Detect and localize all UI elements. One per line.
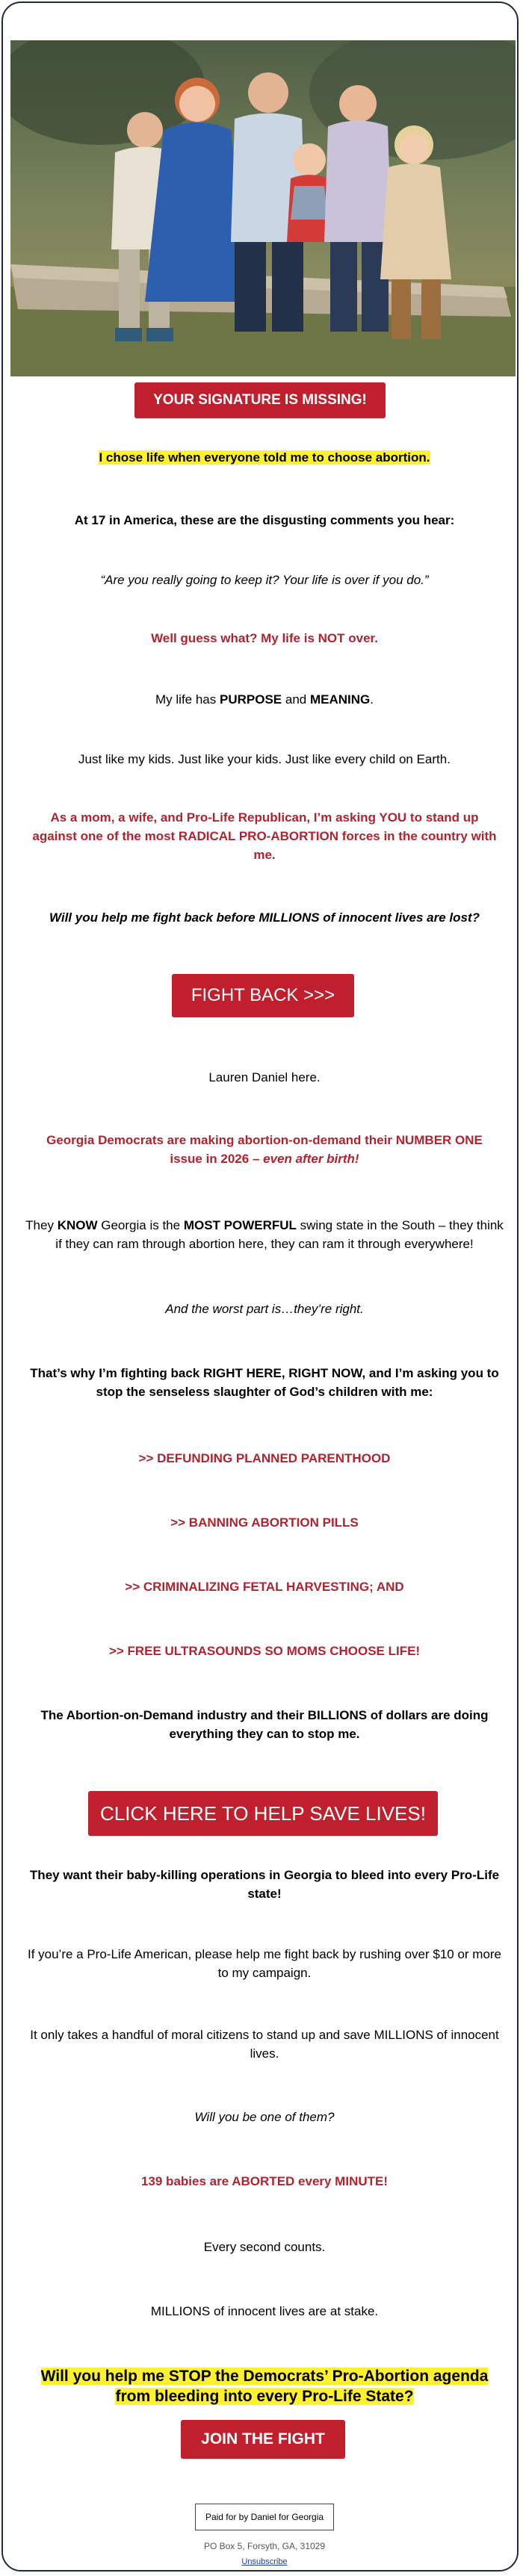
rushing-text: If you’re a Pro-Life American, please help me fight back by rushing over $10 or more to my campaign. <box>27 1947 502 1980</box>
family-photo-icon <box>10 40 516 376</box>
know-a: They <box>25 1218 58 1232</box>
purpose-pre: My life has <box>155 692 220 707</box>
signature-missing-button[interactable]: YOUR SIGNATURE IS MISSING! <box>134 382 386 418</box>
lauren-text: Lauren Daniel here. <box>208 1070 321 1084</box>
join-fight-button[interactable]: JOIN THE FIGHT <box>181 2420 345 2459</box>
just-like-text: Just like my kids. Just like your kids. Just like every child on Earth. <box>78 752 451 766</box>
purpose-word: PURPOSE <box>220 692 282 707</box>
paid-for-disclaimer: Paid for by Daniel for Georgia <box>195 2504 334 2530</box>
babies-text: 139 babies are ABORTED every MINUTE! <box>140 2174 389 2188</box>
quote-text: “Are you really going to keep it? Your life is over if you do.” <box>100 573 429 587</box>
ask-text: As a mom, a wife, and Pro-Life Republican, I’m asking YOU to stand up against one of the most RADICAL PRO-ABORTION forces in the country with me. <box>32 810 497 862</box>
will-you-help-text: Will you help me fight back before MILLIONS of innocent lives are lost? <box>49 910 480 925</box>
industry-text: The Abortion-on-Demand industry and their BILLIONS of dollars are doing everything they can to stop me. <box>40 1708 489 1741</box>
democrats-italic: even after birth! <box>263 1152 359 1166</box>
bullet-2: >> BANNING ABORTION PILLS <box>170 1515 359 1530</box>
mailing-address: PO Box 5, Forsyth, GA, 31029 <box>203 2541 326 2551</box>
email-frame <box>1 1 519 2572</box>
one-of-them-text: Will you be one of them? <box>194 2110 335 2124</box>
know-d: MOST POWERFUL <box>183 1218 297 1232</box>
baby-killing-text: They want their baby-killing operations in Georgia to bleed into every Pro-Life state! <box>29 1868 500 1901</box>
democrats-main: Georgia Democrats are making abortion-on-demand their NUMBER ONE issue in 2026 – <box>46 1133 483 1166</box>
comments-heading: At 17 in America, these are the disgusting comments you hear: <box>74 513 455 527</box>
bullet-1: >> DEFUNDING PLANNED PARENTHOOD <box>138 1451 391 1465</box>
democrats-text <box>40 1131 489 1168</box>
final-ask-text: Will you help me STOP the Democrats’ Pro-Abortion agenda from bleeding into every Pro-Life State? <box>40 2368 489 2405</box>
purpose-line <box>25 690 504 709</box>
purpose-and: and <box>282 692 310 707</box>
know-c: Georgia is the <box>97 1218 184 1232</box>
family-photo <box>10 40 516 376</box>
bullet-4: >> FREE ULTRASOUNDS SO MOMS CHOOSE LIFE! <box>108 1644 421 1658</box>
final-ask <box>22 2366 507 2406</box>
know-text <box>25 1216 504 1253</box>
unsubscribe-link[interactable]: Unsubscribe <box>241 2557 288 2566</box>
millions-stake-text: MILLIONS of innocent lives are at stake. <box>150 2304 379 2318</box>
meaning-word: MEANING <box>309 692 371 707</box>
know-b: KNOW <box>57 1218 98 1232</box>
every-second-text: Every second counts. <box>203 2240 326 2254</box>
intro-highlight-text: I chose life when everyone told me to choose abortion. <box>99 450 430 465</box>
intro-highlight <box>25 448 504 467</box>
guess-text: Well guess what? My life is NOT over. <box>151 631 378 645</box>
know-e: swing state in the South – they think if they can ram through abortion here, they can ram it through everywhere! <box>55 1218 504 1251</box>
fight-back-button[interactable]: FIGHT BACK >>> <box>172 974 354 1017</box>
fighting-text: That’s why I’m fighting back RIGHT HERE, RIGHT NOW, and I’m asking you to stop the senseless slaughter of God’s children with me: <box>30 1366 499 1399</box>
save-lives-button[interactable]: CLICK HERE TO HELP SAVE LIVES! <box>88 1791 438 1836</box>
handful-text: It only takes a handful of moral citizens to stand up and save MILLIONS of innocent lives. <box>30 2028 499 2061</box>
bullet-3: >> CRIMINALIZING FETAL HARVESTING; AND <box>125 1580 404 1594</box>
worst-text: And the worst part is…they’re right. <box>165 1302 364 1316</box>
purpose-post: . <box>370 692 374 707</box>
